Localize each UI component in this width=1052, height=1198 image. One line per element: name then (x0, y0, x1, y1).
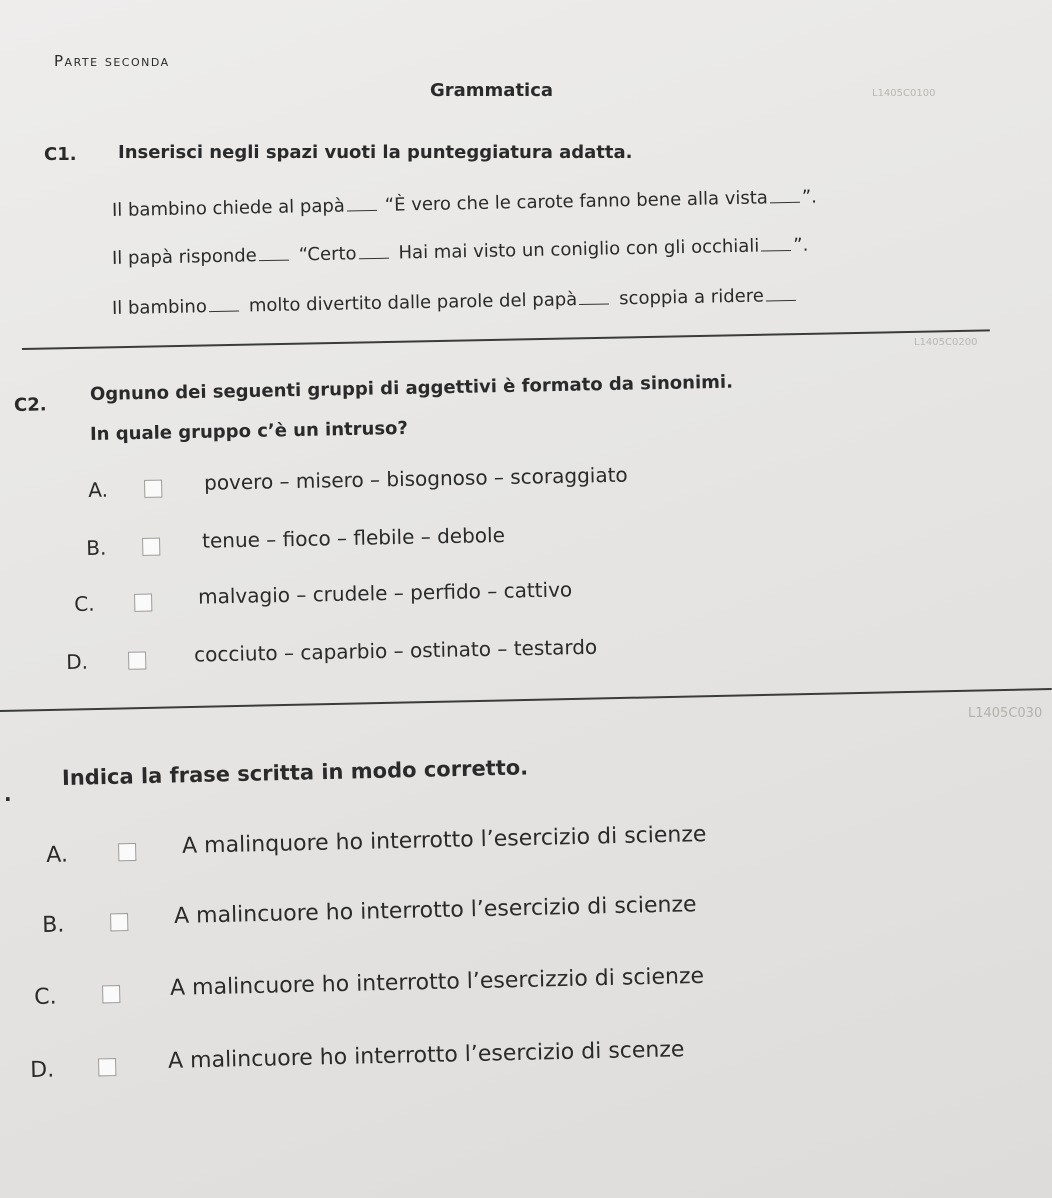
question-number-c2: C2. (13, 394, 47, 416)
punctuation-blank[interactable] (259, 259, 289, 262)
answer-checkbox[interactable] (118, 843, 136, 861)
c1-sentence-3: Il bambino molto divertito dalle parole del papà scoppia a ridere (112, 285, 798, 319)
punctuation-blank[interactable] (579, 302, 609, 305)
question-c1-instruction: Inserisci negli spazi vuoti la punteggiatura adatta. (118, 142, 633, 163)
c1-sentence-2: Il papà risponde “Certo Hai mai visto un coniglio con gli occhiali ”. (111, 234, 809, 269)
question-number-c1: C1. (44, 144, 77, 165)
section-divider (0, 688, 1052, 712)
answer-checkbox[interactable] (134, 594, 152, 612)
punctuation-blank[interactable] (347, 209, 377, 212)
punctuation-blank[interactable] (359, 257, 389, 260)
item-code-c1: L1405C0100 (872, 88, 936, 99)
answer-checkbox[interactable] (110, 913, 128, 931)
question-c3-instruction: Indica la frase scritta in modo corretto. (61, 755, 529, 790)
punctuation-blank[interactable] (761, 249, 791, 252)
answer-checkbox[interactable] (142, 538, 160, 556)
part-heading: Parte seconda (54, 52, 170, 70)
question-c2-instruction-2: In quale gruppo c’è un intruso? (89, 417, 409, 445)
punctuation-blank[interactable] (766, 299, 796, 302)
question-c2-instruction-1: Ognuno dei seguenti gruppi di aggettivi è formato da sinonimi. (89, 371, 734, 405)
answer-checkbox[interactable] (98, 1058, 116, 1076)
answer-checkbox[interactable] (102, 985, 120, 1003)
answer-checkbox[interactable] (128, 651, 146, 669)
question-number-c3-fragment: . (4, 782, 12, 806)
section-divider (22, 329, 990, 350)
section-title: Grammatica (430, 80, 554, 101)
item-code-c3: L1405C030 (968, 706, 1043, 721)
punctuation-blank[interactable] (209, 310, 239, 313)
c1-sentence-1: Il bambino chiede al papà “È vero che le carote fanno bene alla vista ”. (111, 186, 818, 221)
punctuation-blank[interactable] (770, 201, 800, 204)
answer-checkbox[interactable] (144, 480, 162, 498)
item-code-c2: L1405C0200 (914, 337, 978, 348)
